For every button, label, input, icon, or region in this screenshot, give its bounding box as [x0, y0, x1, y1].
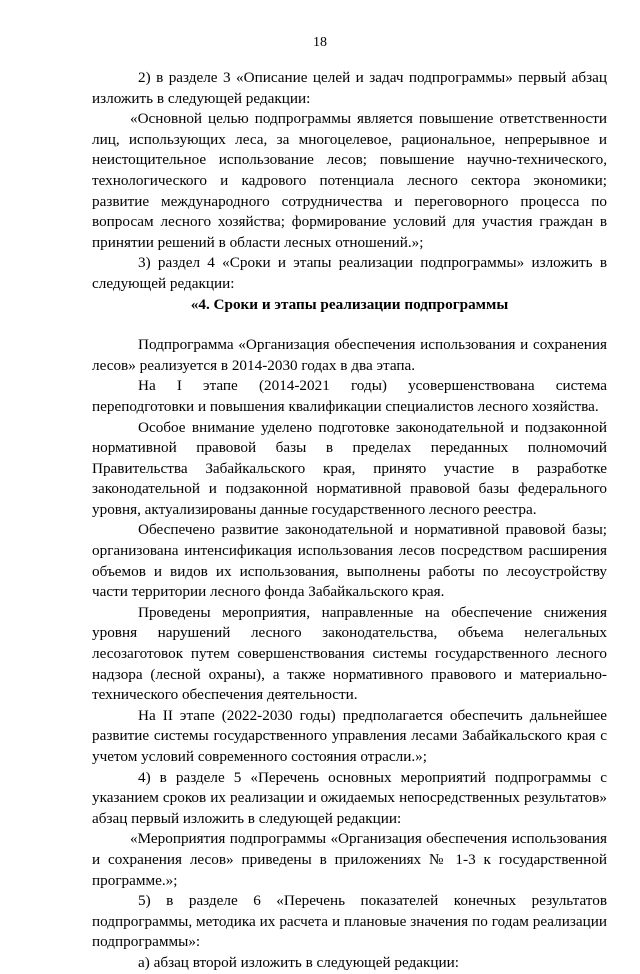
paragraph-program-period: Подпрограмма «Организация обеспечения использования и сохранения лесов» реализуется в 2014-2030 годах в два этапа.: [92, 336, 607, 374]
blank-line: [92, 315, 607, 335]
document-body: [92, 68, 607, 974]
paragraph-item-2: 2) в разделе 3 «Описание целей и задач подпрограммы» первый абзац изложить в следующей редакции:: [92, 69, 607, 107]
paragraph-item-3: 3) раздел 4 «Сроки и этапы реализации подпрограммы» изложить в следующей редакции:: [92, 254, 607, 292]
paragraph-stage-2: На II этапе (2022-2030 годы) предполагается обеспечить дальнейшее развитие системы государственного управления лесами Забайкальского края с учетом условий современного состояния отрасли.»;: [92, 706, 607, 765]
section-heading: «4. Сроки и этапы реализации подпрограммы: [190, 295, 509, 313]
page-number: 18: [313, 35, 327, 50]
paragraph-legal-base: Особое внимание уделено подготовке законодательной и подзаконной нормативной правовой базы в пределах переданных полномочий Правительства Забайкальского края, принято участие в разработке законодательной и подзаконной нормативной правовой базы федерального уровня, актуализированы данные государственного лесного реестра.: [92, 418, 607, 518]
paragraph-development: Обеспечено развитие законодательной и нормативной правовой базы; организована интенсификация использования лесов посредством расширения объемов и видов их использования, выполнены работы по лесоустройству части территории лесного фонда Забайкальского края.: [92, 521, 607, 601]
paragraph-goal-quote: «Основной целью подпрограммы является повышение ответственности лиц, использующих леса, за многоцелевое, рациональное, непрерывное и неистощительное использование лесов; повышение научно-технического, технологического и кадрового потенциала лесного сектора экономики; развитие международного сотрудничества и переговорного процесса по вопросам лесного хозяйства; формирование условий для участия граждан в принятии решений в области лесных отношений.»;: [92, 110, 607, 251]
paragraph-measures: Проведены мероприятия, направленные на обеспечение снижения уровня нарушений лесного законодательства, объема нелегальных лесозаготовок путем совершенствования системы государственного лесного надзора (лесной охраны), а также нормативного правового и материально-технического обеспечения деятельности.: [92, 603, 607, 704]
paragraph-measures-quote: «Мероприятия подпрограммы «Организация обеспечения использования и сохранения лесов» приведены в приложениях № 1-3 к государственной программе.»;: [92, 830, 607, 889]
paragraph-stage-1: На I этапе (2014-2021 годы) усовершенствована система переподготовки и повышения квалификации специалистов лесного хозяйства.: [92, 377, 607, 415]
paragraph-item-5a: а) абзац второй изложить в следующей редакции:: [138, 953, 460, 971]
paragraph-item-4: 4) в разделе 5 «Перечень основных мероприятий подпрограммы с указанием сроков их реализации и ожидаемых непосредственных результатов» абзац первый изложить в следующей редакции:: [92, 768, 607, 827]
paragraph-item-5: 5) в разделе 6 «Перечень показателей конечных результатов подпрограммы, методика их расчета и плановые значения по годам реализации подпрограммы»:: [92, 892, 607, 951]
